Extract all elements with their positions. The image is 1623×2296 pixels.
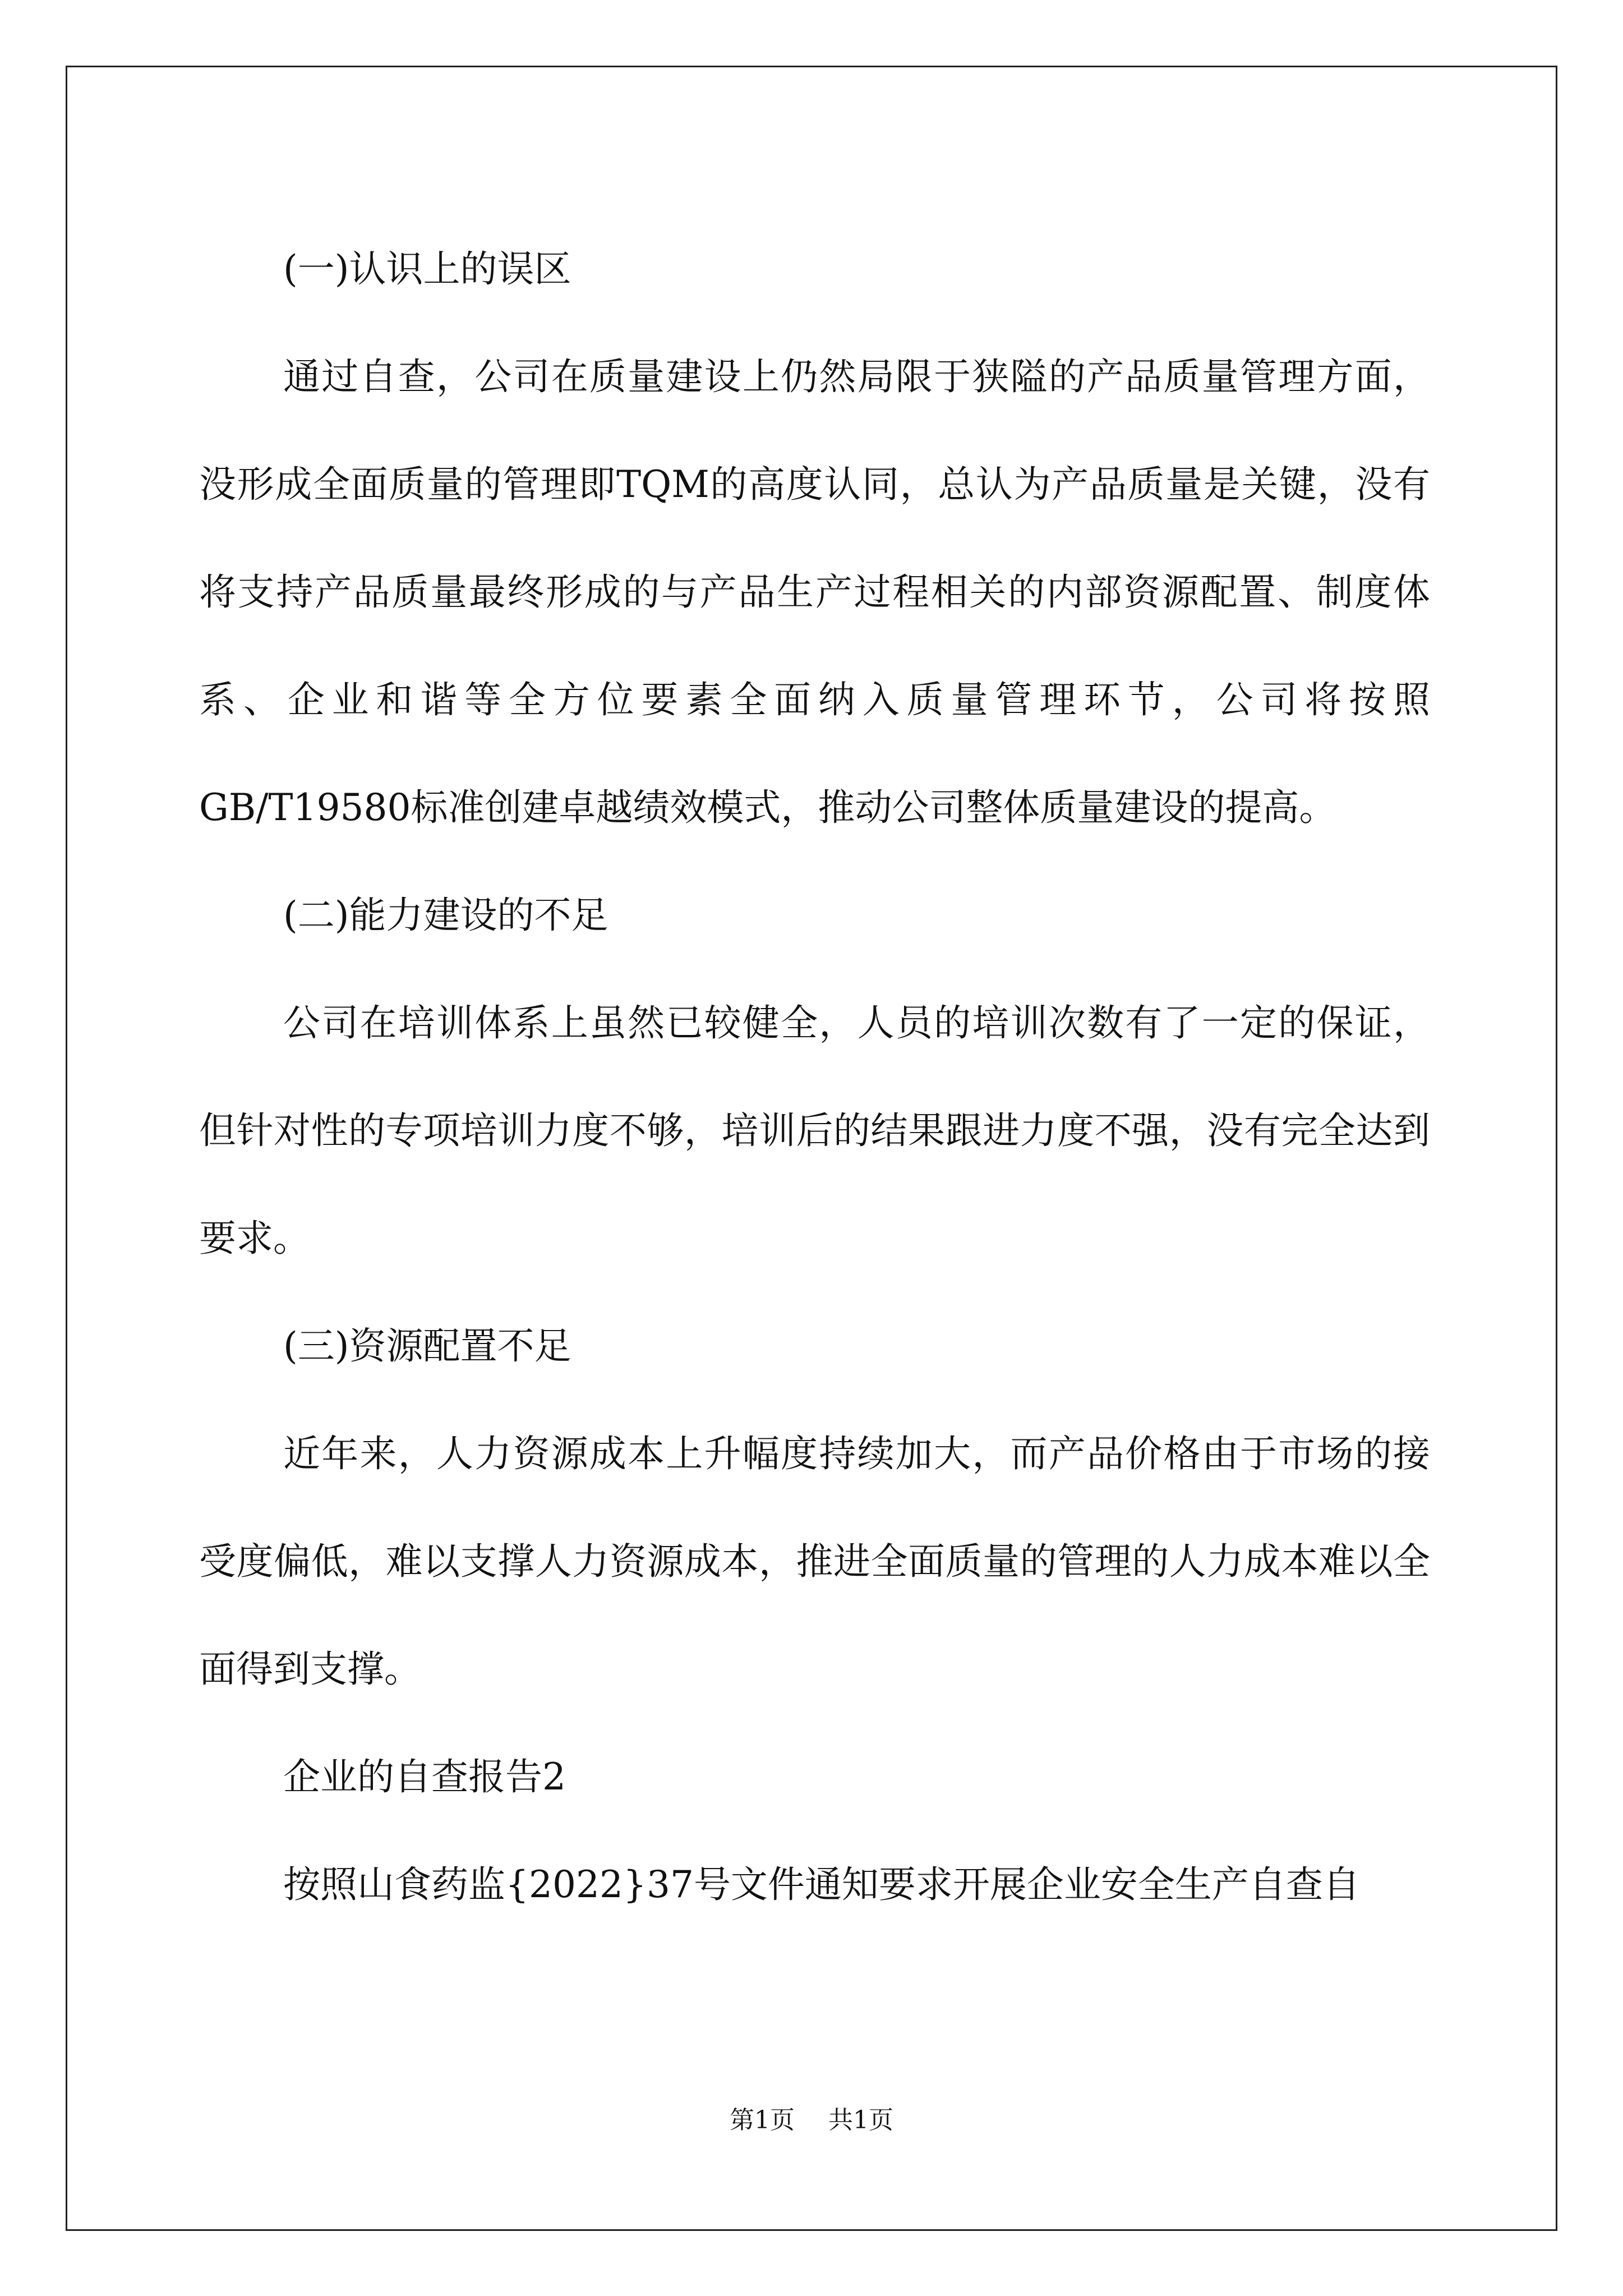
report-title: 企业的自查报告2 xyxy=(283,1755,566,1798)
section-heading-2: (二)能力建设的不足 xyxy=(283,894,608,937)
document-body xyxy=(199,215,1430,1939)
page-total: 共1页 xyxy=(828,2106,893,2134)
paragraph-4: 按照山食药监{2022}37号文件通知要求开展企业安全生产自查自 xyxy=(283,1863,1360,1906)
section-heading-1: (一)认识上的误区 xyxy=(283,247,571,291)
paragraph-2: 公司在培训体系上虽然已较健全，人员的培训次数有了一定的保证，但针对性的专项培训力度不够，培训后的结果跟进力度不强，没有完全达到要求。 xyxy=(199,1001,1430,1260)
page-footer xyxy=(0,2104,1623,2137)
paragraph-1: 通过自查，公司在质量建设上仍然局限于狭隘的产品质量管理方面，没形成全面质量的管理即TQM的高度认同，总认为产品质量是关键，没有将支持产品质量最终形成的与产品生产过程相关的内部资源配置、制度体系、企业和谐等全方位要素全面纳入质量管理环节，公司将按照GB/T19580标准创建卓越绩效模式，推动公司整体质量建设的提高。 xyxy=(199,355,1430,829)
paragraph-3: 近年来，人力资源成本上升幅度持续加大，而产品价格由于市场的接受度偏低，难以支撑人力资源成本，推进全面质量的管理的人力成本难以全面得到支撑。 xyxy=(199,1432,1430,1691)
section-heading-3: (三)资源配置不足 xyxy=(283,1324,571,1368)
page-number: 第1页 xyxy=(730,2106,795,2134)
